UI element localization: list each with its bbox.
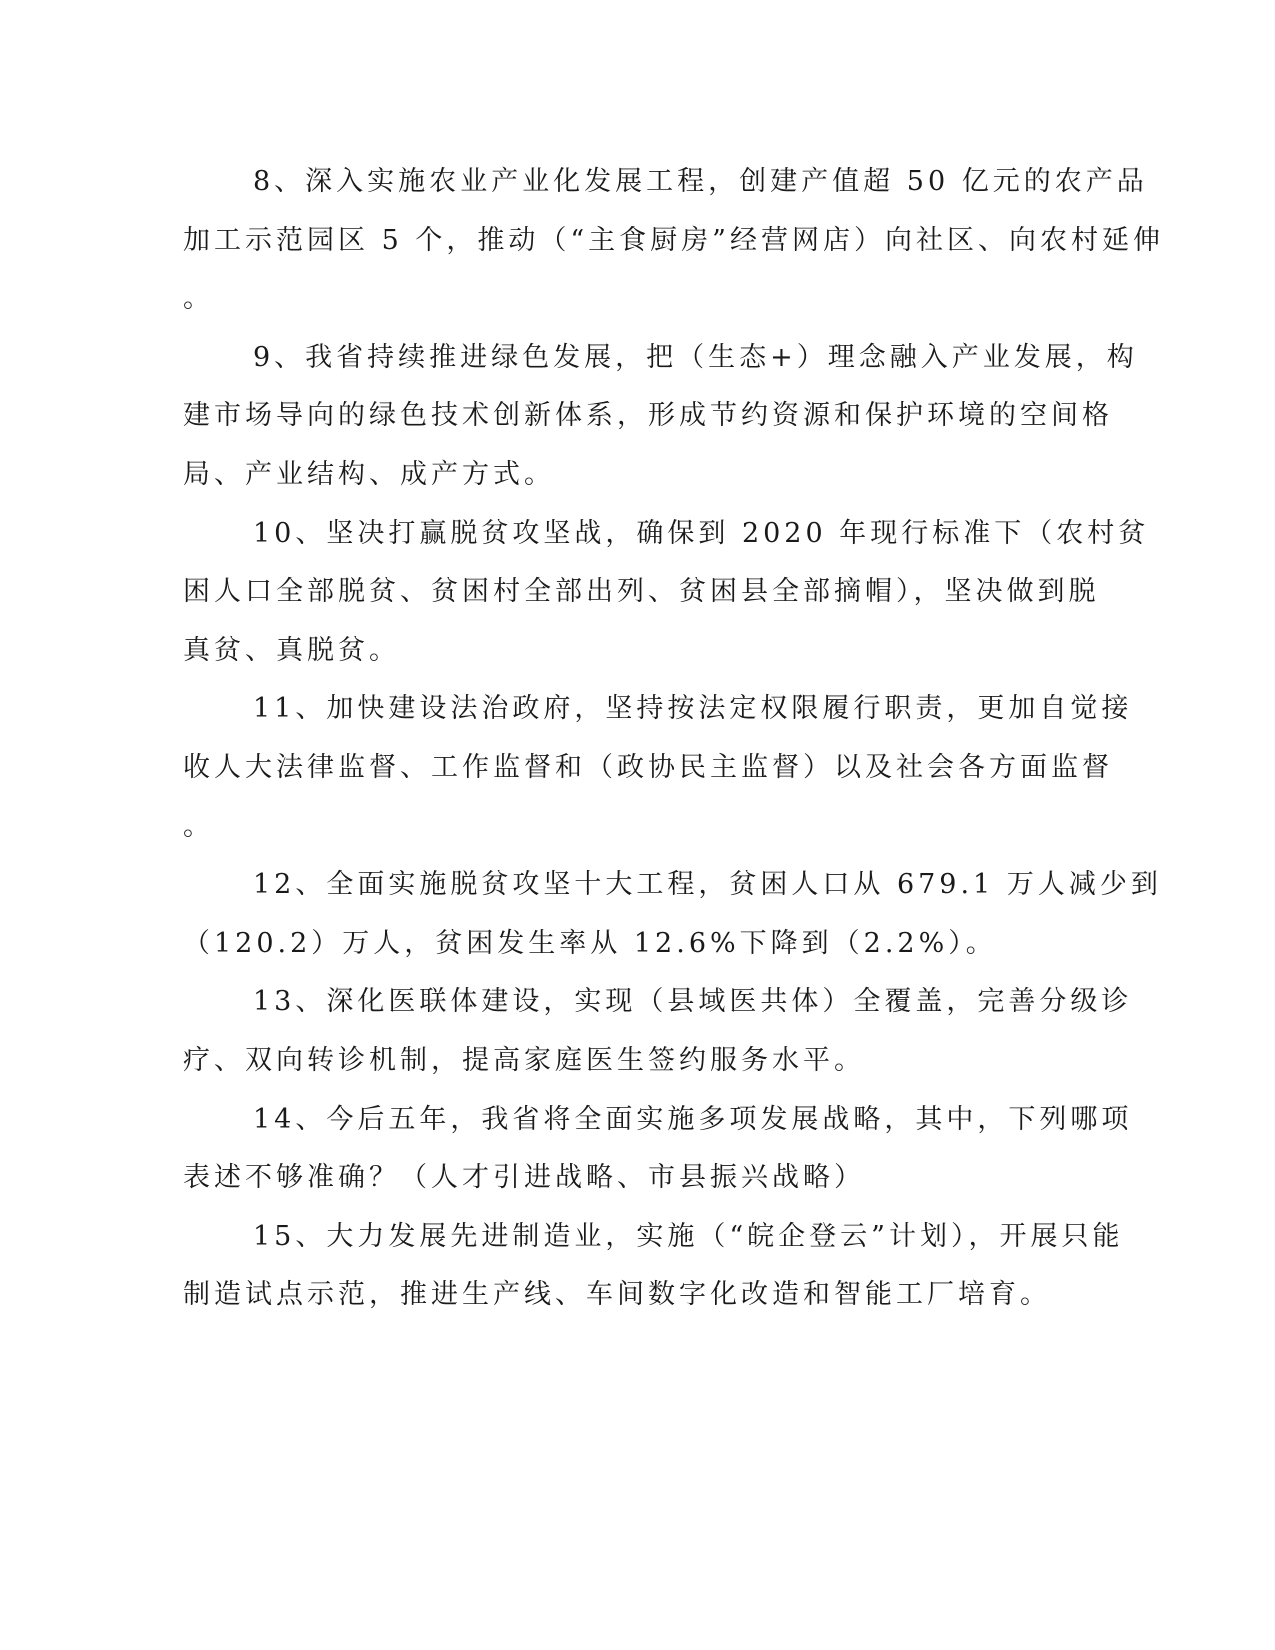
item-13-line-2: 疗、双向转诊机制，提高家庭医生签约服务水平。 <box>183 1044 865 1076</box>
item-12-line-1: 12、全面实施脱贫攻坚十大工程，贫困人口从 679.1 万人减少到 <box>253 869 1162 901</box>
item-11-line-3: 。 <box>183 810 214 842</box>
item-11-line-1: 11、加快建设法治政府，坚持按法定权限履行职责，更加自觉接 <box>253 693 1133 725</box>
item-8-line-2: 加工示范园区 5 个，推动（“主食厨房”经营网店）向社区、向农村延伸 <box>183 224 1164 256</box>
document-body <box>183 160 1164 1332</box>
item-15-line-1: 15、大力发展先进制造业，实施（“皖企登云”计划），开展只能 <box>253 1220 1124 1252</box>
item-8-line-1: 8、深入实施农业产业化发展工程，创建产值超 50 亿元的农产品 <box>253 166 1148 197</box>
item-14-line-2: 表述不够准确？（人才引进战略、市县振兴战略） <box>183 1162 865 1194</box>
item-10-line-1: 10、坚决打赢脱贫攻坚战，确保到 2020 年现行标准下（农村贫 <box>253 517 1150 549</box>
item-15-line-2: 制造试点示范，推进生产线、车间数字化改造和智能工厂培育。 <box>183 1279 1051 1311</box>
item-13-line-1: 13、深化医联体建设，实现（县域医共体）全覆盖，完善分级诊 <box>253 986 1133 1018</box>
item-12-line-2: （120.2）万人，贫困发生率从 12.6%下降到（2.2%）。 <box>183 927 997 959</box>
item-11-line-2: 收人大法律监督、工作监督和（政协民主监督）以及社会各方面监督 <box>183 751 1113 783</box>
item-9-line-3: 局、产业结构、成产方式。 <box>183 458 555 490</box>
item-10-line-2: 困人口全部脱贫、贫困村全部出列、贫困县全部摘帽），坚决做到脱 <box>183 576 1100 608</box>
item-14-line-1: 14、今后五年，我省将全面实施多项发展战略，其中，下列哪项 <box>253 1103 1133 1135</box>
item-9-line-2: 建市场导向的绿色技术创新体系，形成节约资源和保护环境的空间格 <box>183 400 1113 432</box>
item-10-line-3: 真贫、真脱贫。 <box>183 634 400 666</box>
item-8-line-3: 。 <box>183 283 214 315</box>
item-9-line-1: 9、我省持续推进绿色发展，把（生态+）理念融入产业发展，构 <box>253 341 1138 373</box>
